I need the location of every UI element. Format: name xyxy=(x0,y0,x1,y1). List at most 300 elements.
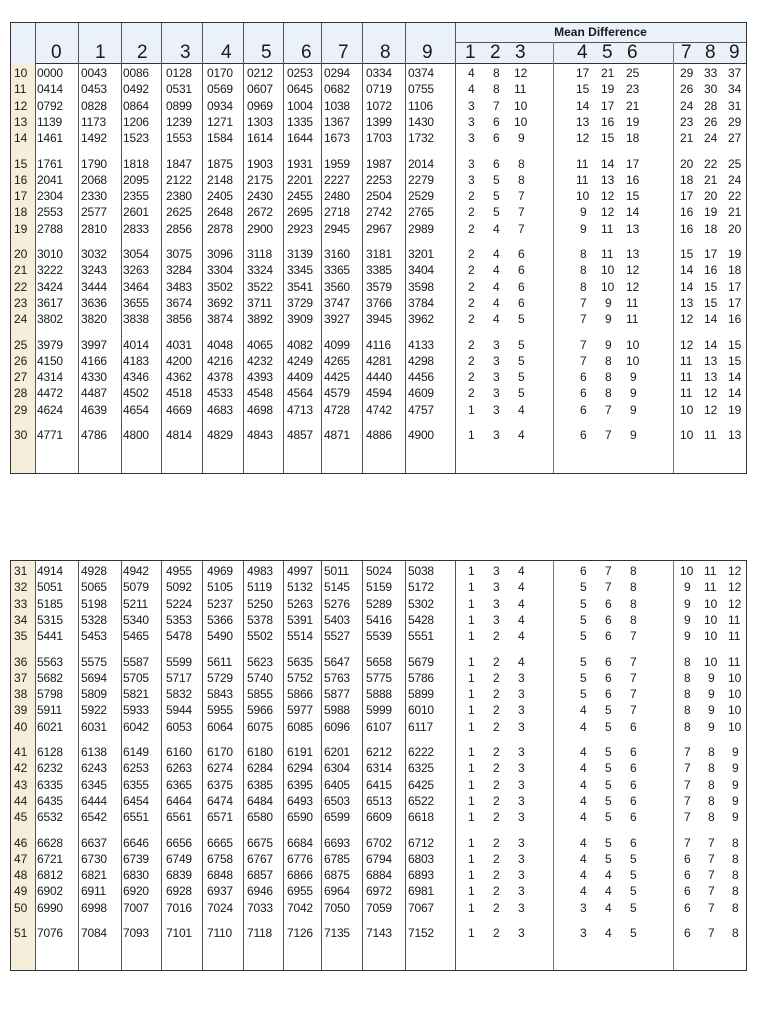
mean-difference-value: 8 xyxy=(630,580,637,595)
mean-difference-value: 5 xyxy=(605,810,612,825)
mean-diff-header-9: 9 xyxy=(729,42,740,63)
log-value: 4857 xyxy=(287,428,313,442)
log-value: 1367 xyxy=(324,114,350,129)
log-value: 2810 xyxy=(81,221,107,236)
table-row xyxy=(11,654,746,670)
log-value: 4886 xyxy=(366,428,392,442)
mean-difference-value: 5 xyxy=(605,703,612,718)
log-value: 3010 xyxy=(37,247,63,261)
log-value: 5514 xyxy=(287,629,313,644)
mean-difference-value: 34 xyxy=(728,82,742,97)
log-value: 0334 xyxy=(366,66,392,80)
mean-difference-value: 7 xyxy=(684,835,691,850)
log-value: 5729 xyxy=(207,670,233,685)
log-value: 0492 xyxy=(123,82,149,97)
mean-difference-value: 7 xyxy=(708,926,715,940)
table-row xyxy=(11,402,746,418)
log-value: 4843 xyxy=(247,428,273,442)
log-value: 4639 xyxy=(81,402,107,417)
log-value: 6201 xyxy=(324,745,350,759)
log-value: 5051 xyxy=(37,580,63,595)
log-value: 7076 xyxy=(37,926,63,940)
mean-difference-value: 5 xyxy=(580,612,587,627)
table-row xyxy=(11,172,746,188)
mean-difference-value: 2 xyxy=(468,221,475,236)
table-row xyxy=(11,188,746,204)
log-value: 3711 xyxy=(247,295,273,310)
mean-difference-value: 12 xyxy=(728,564,742,578)
log-value: 3263 xyxy=(123,263,149,278)
mean-difference-value: 12 xyxy=(728,596,742,611)
log-value: 3464 xyxy=(123,279,149,294)
log-value: 1732 xyxy=(408,131,434,146)
mean-difference-value: 20 xyxy=(728,221,742,236)
mean-difference-value: 22 xyxy=(728,189,742,204)
table-row xyxy=(11,353,746,369)
log-value: 5403 xyxy=(324,612,350,627)
log-value: 2014 xyxy=(408,156,434,171)
log-value: 5079 xyxy=(123,580,149,595)
log-value: 6405 xyxy=(324,777,350,792)
log-value: 6395 xyxy=(287,777,313,792)
table-row xyxy=(11,670,746,686)
log-value: 0899 xyxy=(166,98,192,113)
mean-diff-header-4: 4 xyxy=(577,42,588,63)
mean-difference-value: 5 xyxy=(630,926,637,940)
log-value: 0170 xyxy=(207,66,233,80)
mean-difference-value: 16 xyxy=(601,114,615,129)
log-value: 7135 xyxy=(324,926,350,940)
mean-difference-value: 1 xyxy=(468,835,475,850)
log-value: 3160 xyxy=(324,247,350,261)
mean-difference-value: 13 xyxy=(626,221,640,236)
log-value: 3579 xyxy=(366,279,392,294)
log-value: 0086 xyxy=(123,66,149,80)
table-row xyxy=(11,427,746,443)
log-value: 1847 xyxy=(166,156,192,171)
mean-difference-value: 3 xyxy=(493,580,500,595)
mean-diff-header-2: 2 xyxy=(490,42,501,63)
mean-difference-value: 7 xyxy=(580,353,587,368)
mean-difference-value: 9 xyxy=(580,205,587,220)
mean-difference-value: 6 xyxy=(684,926,691,940)
mean-difference-value: 6 xyxy=(630,793,637,808)
row-number: 44 xyxy=(14,793,28,808)
log-value: 6085 xyxy=(287,719,313,734)
log-value: 6474 xyxy=(207,793,233,808)
mean-difference-value: 2 xyxy=(493,654,500,669)
log-value: 5911 xyxy=(37,703,63,718)
mean-difference-value: 8 xyxy=(732,900,739,915)
log-value: 7101 xyxy=(166,926,192,940)
mean-difference-value: 8 xyxy=(684,687,691,702)
table-row xyxy=(11,867,746,883)
mean-difference-value: 9 xyxy=(518,131,525,146)
mean-difference-value: 5 xyxy=(493,205,500,220)
mean-difference-value: 5 xyxy=(630,884,637,899)
mean-difference-value: 10 xyxy=(728,687,742,702)
log-value: 0828 xyxy=(81,98,107,113)
mean-difference-value: 3 xyxy=(518,868,525,883)
mean-difference-value: 7 xyxy=(630,629,637,644)
mean-difference-value: 7 xyxy=(518,189,525,204)
row-number: 22 xyxy=(14,279,28,294)
log-value: 2856 xyxy=(166,221,192,236)
table-row xyxy=(11,221,746,237)
mean-difference-value: 11 xyxy=(601,221,614,236)
log-value: 1004 xyxy=(287,98,313,113)
log-value: 5679 xyxy=(408,654,434,669)
log-value: 7093 xyxy=(123,926,149,940)
log-value: 7110 xyxy=(207,926,233,940)
row-number: 47 xyxy=(14,851,28,866)
mean-difference-value: 10 xyxy=(680,428,694,442)
log-value: 4099 xyxy=(324,337,350,352)
mean-difference-value: 14 xyxy=(728,370,742,385)
log-value: 6571 xyxy=(207,810,233,825)
log-value: 5752 xyxy=(287,670,313,685)
log-value: 4166 xyxy=(81,353,107,368)
log-value: 2330 xyxy=(81,189,107,204)
log-value: 1523 xyxy=(123,131,149,146)
log-value: 4409 xyxy=(287,370,313,385)
log-value: 2041 xyxy=(37,172,63,187)
log-value: 1959 xyxy=(324,156,350,171)
mean-diff-header-7: 7 xyxy=(681,42,692,63)
mean-difference-value: 8 xyxy=(708,761,715,776)
mean-difference-value: 11 xyxy=(514,82,527,97)
mean-difference-value: 4 xyxy=(580,835,587,850)
mean-difference-value: 9 xyxy=(732,777,739,792)
log-value: 1584 xyxy=(207,131,233,146)
mean-difference-value: 8 xyxy=(493,82,500,97)
mean-difference-value: 4 xyxy=(580,851,587,866)
row-number: 37 xyxy=(14,670,28,685)
mean-difference-value: 7 xyxy=(518,221,525,236)
log-value: 4914 xyxy=(37,564,63,578)
log-value: 3729 xyxy=(287,295,313,310)
log-value: 6830 xyxy=(123,868,149,883)
log-value: 5527 xyxy=(324,629,350,644)
mean-difference-value: 5 xyxy=(518,337,525,352)
log-value: 6415 xyxy=(366,777,392,792)
log-value: 5038 xyxy=(408,564,434,578)
log-value: 5740 xyxy=(247,670,273,685)
table-row xyxy=(11,279,746,295)
mean-difference-value: 11 xyxy=(626,295,639,310)
log-value: 6785 xyxy=(324,851,350,866)
log-value: 3766 xyxy=(366,295,392,310)
mean-difference-value: 1 xyxy=(468,654,475,669)
log-value: 7024 xyxy=(207,900,233,915)
log-value: 2279 xyxy=(408,172,434,187)
log-value: 3222 xyxy=(37,263,63,278)
mean-difference-value: 7 xyxy=(580,337,587,352)
mean-difference-value: 2 xyxy=(493,793,500,808)
mean-difference-value: 22 xyxy=(704,156,718,171)
mean-difference-value: 4 xyxy=(493,247,500,261)
log-value: 1673 xyxy=(324,131,350,146)
mean-difference-value: 4 xyxy=(518,428,525,442)
log-value: 6599 xyxy=(324,810,350,825)
mean-difference-value: 21 xyxy=(626,98,640,113)
row-number: 50 xyxy=(14,900,28,915)
mean-difference-value: 16 xyxy=(704,263,718,278)
log-value: 3118 xyxy=(247,247,273,261)
mean-difference-value: 2 xyxy=(468,337,475,352)
log-value: 2648 xyxy=(207,205,233,220)
mean-difference-value: 4 xyxy=(580,810,587,825)
log-value: 4548 xyxy=(247,386,273,401)
mean-difference-value: 5 xyxy=(580,596,587,611)
mean-difference-value: 24 xyxy=(680,98,694,113)
mean-difference-value: 12 xyxy=(728,580,742,595)
log-value: 1553 xyxy=(166,131,192,146)
mean-difference-value: 2 xyxy=(493,687,500,702)
log-value: 5843 xyxy=(207,687,233,702)
mean-difference-value: 3 xyxy=(518,926,525,940)
row-number: 26 xyxy=(14,353,28,368)
log-value: 4298 xyxy=(408,353,434,368)
mean-difference-value: 3 xyxy=(493,353,500,368)
mean-difference-value: 8 xyxy=(732,851,739,866)
log-value: 2878 xyxy=(207,221,233,236)
log-value: 6857 xyxy=(247,868,273,883)
log-value: 0569 xyxy=(207,82,233,97)
mean-difference-value: 11 xyxy=(680,353,693,368)
mean-difference-value: 1 xyxy=(468,851,475,866)
log-value: 1492 xyxy=(81,131,107,146)
log-value: 5705 xyxy=(123,670,149,685)
log-value: 3424 xyxy=(37,279,63,294)
log-value: 6646 xyxy=(123,835,149,850)
row-number: 18 xyxy=(14,205,28,220)
table-row xyxy=(11,114,746,130)
mean-difference-value: 9 xyxy=(684,580,691,595)
mean-difference-value: 15 xyxy=(704,279,718,294)
mean-difference-value: 9 xyxy=(605,312,612,327)
log-value: 6304 xyxy=(324,761,350,776)
mean-difference-value: 2 xyxy=(493,703,500,718)
log-value: 1239 xyxy=(166,114,192,129)
log-value: 4249 xyxy=(287,353,313,368)
log-value: 5478 xyxy=(166,629,192,644)
mean-difference-value: 1 xyxy=(468,745,475,759)
log-value: 6117 xyxy=(408,719,434,734)
log-table-bottom xyxy=(10,560,747,971)
mean-difference-value: 4 xyxy=(493,295,500,310)
log-value: 5378 xyxy=(247,612,273,627)
mean-difference-value: 7 xyxy=(580,312,587,327)
row-number: 40 xyxy=(14,719,28,734)
row-number: 35 xyxy=(14,629,28,644)
log-value: 7042 xyxy=(287,900,313,915)
log-value: 6712 xyxy=(408,835,434,850)
log-value: 2945 xyxy=(324,221,350,236)
mean-difference-value: 6 xyxy=(580,386,587,401)
column-header-8: 8 xyxy=(380,42,391,63)
log-value: 6160 xyxy=(166,745,192,759)
log-value: 1461 xyxy=(37,131,63,146)
mean-difference-value: 4 xyxy=(493,279,500,294)
log-value: 5763 xyxy=(324,670,350,685)
log-value: 6170 xyxy=(207,745,233,759)
log-value: 5599 xyxy=(166,654,192,669)
log-value: 2718 xyxy=(324,205,350,220)
log-value: 5276 xyxy=(324,596,350,611)
table-row xyxy=(11,563,746,579)
mean-difference-value: 4 xyxy=(580,777,587,792)
log-value: 4472 xyxy=(37,386,63,401)
mean-difference-value: 11 xyxy=(626,312,639,327)
mean-difference-value: 23 xyxy=(626,82,640,97)
log-value: 6232 xyxy=(37,761,63,776)
log-value: 0792 xyxy=(37,98,63,113)
table-row xyxy=(11,851,746,867)
mean-difference-value: 7 xyxy=(708,900,715,915)
mean-difference-value: 10 xyxy=(514,98,528,113)
mean-difference-value: 1 xyxy=(468,596,475,611)
mean-difference-value: 1 xyxy=(468,612,475,627)
log-value: 5966 xyxy=(247,703,273,718)
log-value: 6513 xyxy=(366,793,392,808)
log-value: 3598 xyxy=(408,279,434,294)
log-value: 6253 xyxy=(123,761,149,776)
mean-difference-value: 2 xyxy=(493,719,500,734)
log-value: 4031 xyxy=(166,337,192,352)
log-value: 4048 xyxy=(207,337,233,352)
log-value: 6739 xyxy=(123,851,149,866)
log-value: 6243 xyxy=(81,761,107,776)
mean-difference-value: 11 xyxy=(680,386,693,401)
mean-diff-header-3: 3 xyxy=(515,42,526,63)
mean-difference-value: 7 xyxy=(605,580,612,595)
mean-difference-value: 12 xyxy=(514,66,528,80)
table-row xyxy=(11,835,746,851)
log-value: 4786 xyxy=(81,428,107,442)
log-value: 5647 xyxy=(324,654,350,669)
log-value: 4440 xyxy=(366,370,392,385)
mean-difference-value: 6 xyxy=(605,670,612,685)
table-row xyxy=(11,702,746,718)
mean-difference-value: 11 xyxy=(704,428,717,442)
mean-difference-value: 6 xyxy=(630,835,637,850)
mean-difference-value: 6 xyxy=(630,761,637,776)
mean-difference-value: 18 xyxy=(704,221,718,236)
log-value: 5145 xyxy=(324,580,350,595)
log-value: 4829 xyxy=(207,428,233,442)
log-value: 5428 xyxy=(408,612,434,627)
mean-difference-value: 3 xyxy=(518,884,525,899)
log-value: 1173 xyxy=(81,114,107,129)
mean-difference-value: 10 xyxy=(626,353,640,368)
log-value: 5502 xyxy=(247,629,273,644)
mean-difference-value: 20 xyxy=(680,156,694,171)
log-value: 3560 xyxy=(324,279,350,294)
log-value: 4133 xyxy=(408,337,434,352)
mean-difference-value: 4 xyxy=(518,564,525,578)
log-value: 1106 xyxy=(408,98,434,113)
log-value: 6665 xyxy=(207,835,233,850)
table-row xyxy=(11,65,746,81)
log-value: 1206 xyxy=(123,114,149,129)
mean-difference-value: 8 xyxy=(630,564,637,578)
log-value: 2625 xyxy=(166,205,192,220)
mean-difference-value: 7 xyxy=(605,402,612,417)
mean-difference-value: 9 xyxy=(684,596,691,611)
log-value: 4502 xyxy=(123,386,149,401)
mean-difference-value: 2 xyxy=(493,745,500,759)
log-value: 3692 xyxy=(207,295,233,310)
mean-difference-value: 1 xyxy=(468,900,475,915)
log-value: 5453 xyxy=(81,629,107,644)
mean-difference-value: 8 xyxy=(605,386,612,401)
mean-difference-value: 4 xyxy=(518,612,525,627)
mean-difference-value: 17 xyxy=(728,295,742,310)
mean-difference-value: 17 xyxy=(704,247,718,261)
log-value: 3874 xyxy=(207,312,233,327)
log-value: 0453 xyxy=(81,82,107,97)
mean-difference-value: 2 xyxy=(468,312,475,327)
mean-difference-value: 10 xyxy=(576,189,590,204)
log-value: 5933 xyxy=(123,703,149,718)
log-value: 2380 xyxy=(166,189,192,204)
log-value: 6031 xyxy=(81,719,107,734)
log-value: 6532 xyxy=(37,810,63,825)
mean-difference-value: 5 xyxy=(493,172,500,187)
log-value: 3979 xyxy=(37,337,63,352)
mean-difference-value: 24 xyxy=(704,131,718,146)
log-value: 3284 xyxy=(166,263,192,278)
log-value: 4742 xyxy=(366,402,392,417)
log-value: 5185 xyxy=(37,596,63,611)
log-value: 4654 xyxy=(123,402,149,417)
log-value: 3945 xyxy=(366,312,392,327)
log-value: 7059 xyxy=(366,900,392,915)
log-value: 6902 xyxy=(37,884,63,899)
log-value: 6937 xyxy=(207,884,233,899)
mean-difference-value: 5 xyxy=(518,353,525,368)
log-value: 3201 xyxy=(408,247,434,261)
log-value: 3617 xyxy=(37,295,63,310)
log-value: 6561 xyxy=(166,810,192,825)
log-value: 5999 xyxy=(366,703,392,718)
mean-difference-value: 14 xyxy=(601,156,615,171)
log-value: 1271 xyxy=(207,114,233,129)
mean-difference-value: 6 xyxy=(605,629,612,644)
log-value: 1399 xyxy=(366,114,392,129)
mean-difference-value: 1 xyxy=(468,428,475,442)
log-value: 5587 xyxy=(123,654,149,669)
mean-difference-value: 8 xyxy=(630,612,637,627)
log-value: 6911 xyxy=(81,884,107,899)
log-value: 6803 xyxy=(408,851,434,866)
log-value: 3541 xyxy=(287,279,313,294)
mean-difference-value: 3 xyxy=(493,370,500,385)
log-value: 3345 xyxy=(287,263,313,278)
mean-difference-value: 30 xyxy=(704,82,718,97)
mean-difference-value: 8 xyxy=(708,810,715,825)
log-value: 4728 xyxy=(324,402,350,417)
mean-difference-value: 3 xyxy=(518,687,525,702)
mean-difference-value: 10 xyxy=(680,564,694,578)
log-value: 1303 xyxy=(247,114,273,129)
mean-diff-header-5: 5 xyxy=(602,42,613,63)
log-value: 4456 xyxy=(408,370,434,385)
log-value: 5551 xyxy=(408,629,434,644)
mean-difference-value: 3 xyxy=(468,172,475,187)
mean-difference-value: 6 xyxy=(518,295,525,310)
